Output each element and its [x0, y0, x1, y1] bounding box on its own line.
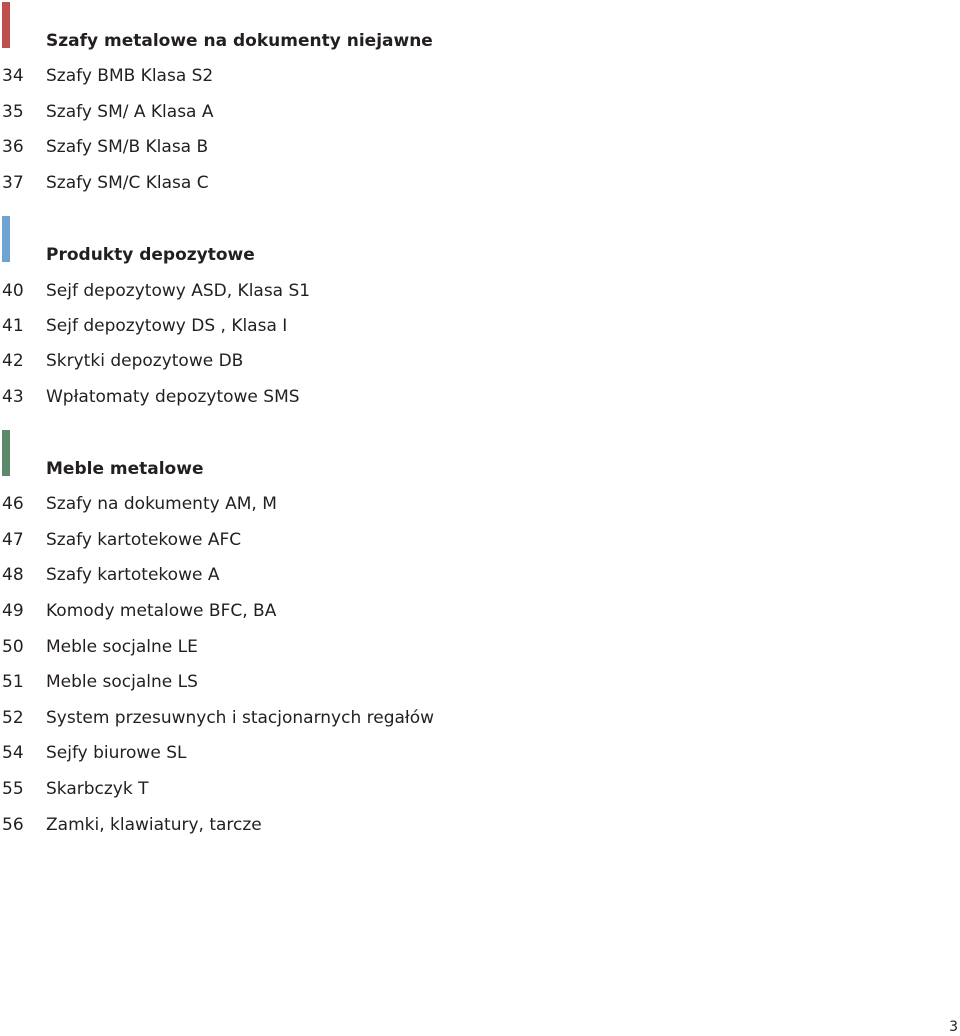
- toc-page-number: 50: [2, 637, 24, 657]
- toc-page-number: 48: [2, 565, 24, 585]
- toc-section-meble-metalowe: [0, 430, 960, 850]
- toc-entry-label: Meble socjalne LS: [46, 672, 198, 692]
- toc-page-number: 51: [2, 672, 24, 692]
- section-accent-bar: [2, 2, 10, 48]
- toc-entry-label: Szafy SM/B Klasa B: [46, 137, 209, 157]
- toc-entry[interactable]: [0, 777, 700, 801]
- toc-entry-label: Szafy SM/ A Klasa A: [46, 102, 214, 122]
- toc-page-number: 35: [2, 102, 24, 122]
- toc-entry[interactable]: [0, 314, 700, 338]
- toc-entry-label: Sejf depozytowy ASD, Klasa S1: [46, 281, 311, 301]
- toc-entry-label: Zamki, klawiatury, tarcze: [46, 815, 262, 835]
- toc-entry[interactable]: [0, 670, 700, 694]
- section-accent-bar: [2, 216, 10, 262]
- section-title: Szafy metalowe na dokumenty niejawne: [46, 31, 433, 51]
- toc-entry-label: Skrytki depozytowe DB: [46, 351, 244, 371]
- toc-page-number: 34: [2, 66, 24, 86]
- toc-page-number: 43: [2, 387, 24, 407]
- toc-page-number: 46: [2, 494, 24, 514]
- toc-entry[interactable]: [0, 135, 700, 159]
- toc-entry-label: Szafy na dokumenty AM, M: [46, 494, 277, 514]
- footer-page-number: 3: [949, 1019, 958, 1035]
- toc-page-number: 41: [2, 316, 24, 336]
- toc-entry-label: Skarbczyk T: [46, 779, 149, 799]
- toc-entry-label: Szafy kartotekowe A: [46, 565, 220, 585]
- section-title: Produkty depozytowe: [46, 245, 255, 265]
- toc-page-number: 42: [2, 351, 24, 371]
- toc-page-number: 54: [2, 743, 24, 763]
- toc-page-number: 40: [2, 281, 24, 301]
- toc-page-number: 47: [2, 530, 24, 550]
- toc-entry-label: Komody metalowe BFC, BA: [46, 601, 277, 621]
- toc-entry[interactable]: [0, 492, 700, 516]
- toc-entry-label: Meble socjalne LE: [46, 637, 198, 657]
- toc-page-number: 52: [2, 708, 24, 728]
- section-accent-bar: [2, 430, 10, 476]
- toc-page-number: 55: [2, 779, 24, 799]
- toc-entry[interactable]: [0, 599, 700, 623]
- toc-entry[interactable]: [0, 706, 700, 730]
- toc-entry[interactable]: [0, 100, 700, 124]
- toc-page-number: 49: [2, 601, 24, 621]
- toc-entry-label: Szafy BMB Klasa S2: [46, 66, 214, 86]
- toc-entry[interactable]: [0, 635, 700, 659]
- toc-entry[interactable]: [0, 741, 700, 765]
- toc-entry-label: Sejf depozytowy DS , Klasa I: [46, 316, 288, 336]
- toc-page-number: 37: [2, 173, 24, 193]
- toc-entry[interactable]: [0, 349, 700, 373]
- toc-section-szafy-niejawne: [0, 2, 960, 202]
- toc-entry[interactable]: [0, 528, 700, 552]
- toc-entry[interactable]: [0, 563, 700, 587]
- toc-entry-label: Wpłatomaty depozytowe SMS: [46, 387, 300, 407]
- toc-entry[interactable]: [0, 279, 700, 303]
- toc-entry-label: Sejfy biurowe SL: [46, 743, 187, 763]
- toc-entry[interactable]: [0, 64, 700, 88]
- toc-entry-label: System przesuwnych i stacjonarnych regałów: [46, 708, 435, 728]
- section-title: Meble metalowe: [46, 459, 204, 479]
- toc-entry[interactable]: [0, 813, 700, 837]
- toc-section-produkty-depozytowe: [0, 216, 960, 416]
- toc-page-number: 36: [2, 137, 24, 157]
- toc-entry[interactable]: [0, 385, 700, 409]
- toc-entry[interactable]: [0, 171, 700, 195]
- toc-entry-label: Szafy SM/C Klasa C: [46, 173, 209, 193]
- toc-entry-label: Szafy kartotekowe AFC: [46, 530, 242, 550]
- toc-page-number: 56: [2, 815, 24, 835]
